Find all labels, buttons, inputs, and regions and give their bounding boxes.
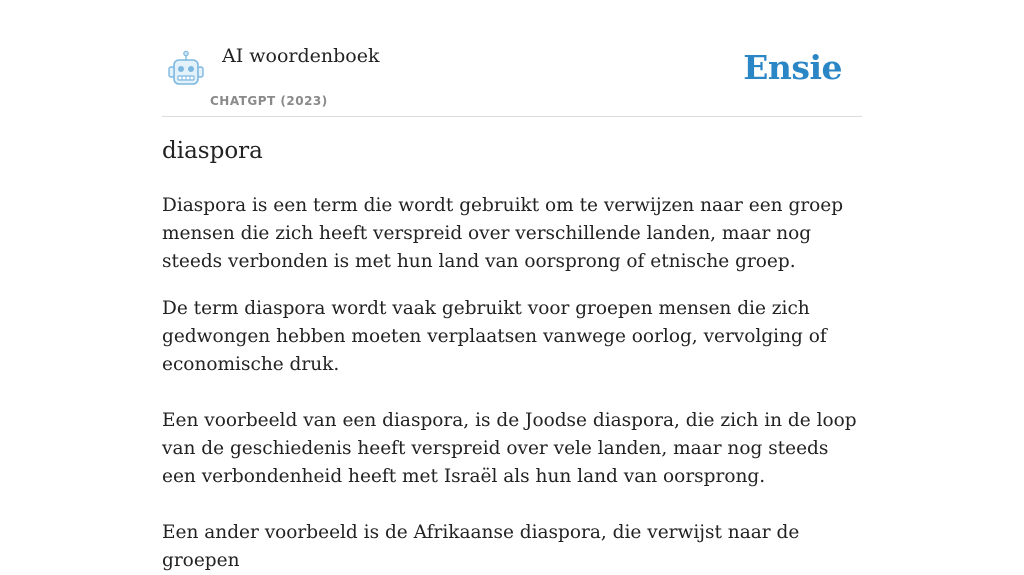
entry-header <box>162 0 862 117</box>
definition-paragraph: Een ander voorbeeld is de Afrikaanse diaspora, die verwijst naar de groepen <box>162 522 800 571</box>
dictionary-source-title[interactable]: AI woordenboek <box>222 45 380 67</box>
entry-term: diaspora <box>162 138 263 164</box>
robot-icon <box>166 50 206 90</box>
definition-paragraph: Diaspora is een term die wordt gebruikt om te verwijzen naar een groep mensen die zich heeft verspreid over verschillende landen, maar nog steeds verbonden is met hun land van oorsprong of etnische groep. <box>162 195 844 272</box>
definition-paragraph: De term diaspora wordt vaak gebruikt voor groepen mensen die zich gedwongen hebben moeten verplaatsen vanwege oorlog, vervolging of economische druk. <box>162 298 827 375</box>
definition-paragraph: Een voorbeeld van een diaspora, is de Joodse diaspora, die zich in de loop van de geschiedenis heeft verspreid over vele landen, maar nog steeds een verbondenheid heeft met Israël als hun land van oorsprong. <box>162 410 857 487</box>
entry-definition <box>162 192 862 575</box>
dictionary-source-subtitle: CHATGPT (2023) <box>210 94 328 108</box>
brand-logo[interactable]: Ensie <box>743 48 842 87</box>
